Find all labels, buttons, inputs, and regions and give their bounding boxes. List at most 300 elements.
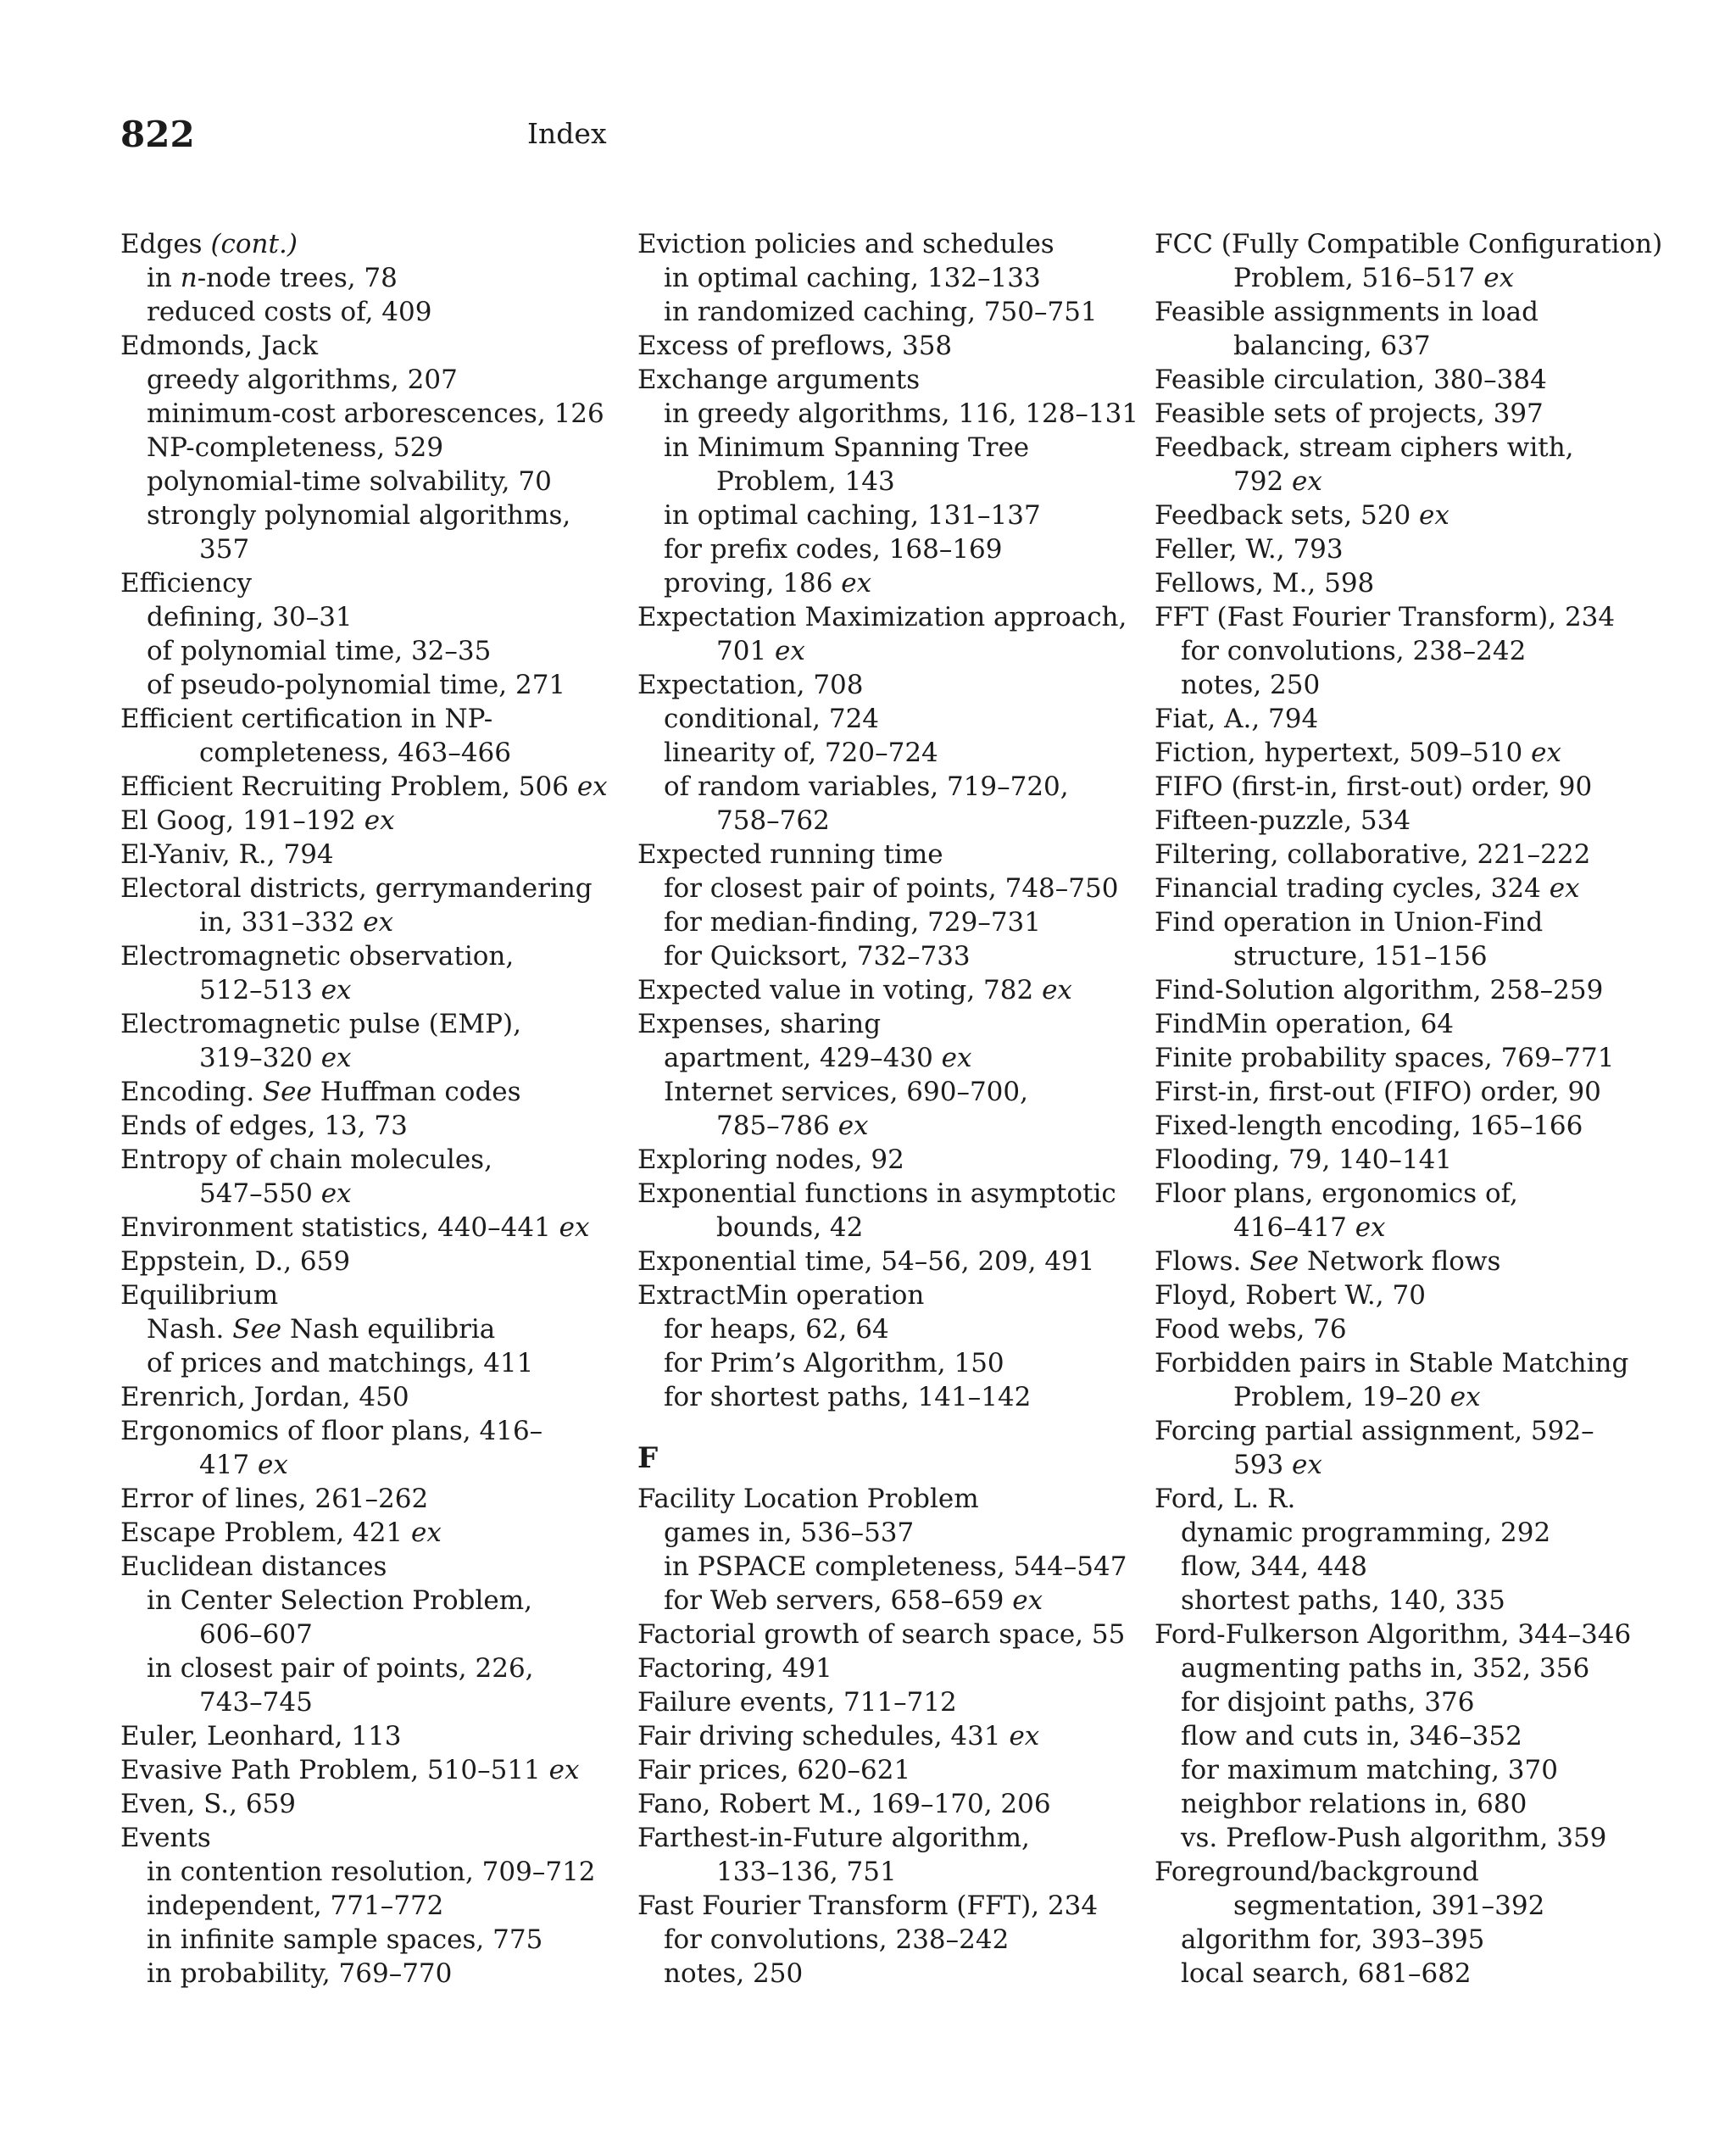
entry-text: notes, 250 [1181,670,1321,700]
index-subentry [120,1346,620,1380]
entry-text: Nash. [147,1314,233,1345]
entry-text: First-in, first-out (FIFO) order, 90 [1155,1077,1601,1107]
index-subentry [637,1516,1138,1550]
index-entry [120,1007,620,1041]
italic-text: ex [1531,738,1561,768]
index-entry [637,1753,1138,1787]
index-entry-continuation [1155,329,1655,363]
italic-text: ex [363,907,394,938]
index-entry [1155,1041,1655,1075]
entry-text: Efficiency [120,568,253,599]
entry-text: minimum-cost arborescences, 126 [147,398,604,429]
index-entry-continuation [120,532,620,566]
entry-text: in closest pair of points, 226, [147,1653,534,1684]
entry-text: Encoding. [120,1077,263,1107]
index-entry [1155,1245,1655,1278]
entry-text: 357 [199,534,250,565]
index-subentry [120,431,620,465]
index-entry [637,1143,1138,1177]
index-subentry [637,397,1138,431]
index-subentry [1155,668,1655,702]
index-entry [120,1516,620,1550]
index-entry-continuation [120,1448,620,1482]
entry-text: Edges [120,229,211,259]
entry-text: Huffman codes [311,1077,521,1107]
entry-text: Feasible sets of projects, 397 [1155,398,1544,429]
entry-text: algorithm for, 393–395 [1181,1924,1485,1955]
italic-text: See [232,1314,282,1345]
index-entry [1155,1177,1655,1211]
entry-text: Forbidden pairs in Stable Matching [1155,1348,1629,1378]
index-subentry [120,634,620,668]
entry-text: 606–607 [199,1619,313,1650]
entry-text: Events [120,1823,211,1853]
index-entry [120,804,620,838]
index-subentry [120,465,620,498]
italic-text: ex [364,805,395,836]
entry-text: Finite probability spaces, 769–771 [1155,1043,1615,1073]
index-entry [120,1482,620,1516]
entry-text: Feasible circulation, 380–384 [1155,365,1547,395]
index-subentry [1155,1821,1655,1855]
index-entry-continuation [120,973,620,1007]
entry-text: segmentation, 391–392 [1233,1891,1545,1921]
entry-text: for convolutions, 238–242 [1181,636,1527,666]
entry-text: augmenting paths in, 352, 356 [1181,1653,1590,1684]
italic-text: ex [576,771,608,802]
entry-text: Euclidean distances [120,1551,387,1582]
entry-text: Fiction, hypertext, 509–510 [1155,738,1532,768]
entry-text: of random variables, 719–720, [664,771,1069,802]
index-subentry [637,566,1138,600]
index-subentry [1155,1719,1655,1753]
italic-text: ex [320,975,352,1005]
entry-text: reduced costs of, 409 [147,297,432,327]
index-subentry [637,736,1138,770]
index-entry [1155,872,1655,905]
section-letter: F [637,1441,659,1475]
entry-text: dynamic programming, 292 [1181,1518,1551,1548]
index-entry [1155,1109,1655,1143]
entry-text: Eviction policies and schedules [637,229,1054,259]
entry-text: polynomial-time solvability, 70 [147,466,552,497]
entry-text: Flooding, 79, 140–141 [1155,1144,1453,1175]
index-subentry [637,1380,1138,1414]
index-subentry [637,770,1138,804]
entry-text: 593 [1233,1450,1293,1480]
entry-text: Foreground/background [1155,1857,1479,1887]
italic-text: See [1249,1246,1299,1277]
entry-text: Electromagnetic pulse (EMP), [120,1009,521,1039]
entry-text: in randomized caching, 750–751 [664,297,1098,327]
entry-text: for shortest paths, 141–142 [664,1382,1032,1412]
entry-text: Feedback sets, 520 [1155,500,1420,531]
entry-text: Feller, W., 793 [1155,534,1344,565]
index-entry [120,1821,620,1855]
italic-text: ex [941,1043,972,1073]
entry-text: of polynomial time, 32–35 [147,636,492,666]
italic-text: ex [841,568,872,599]
entry-text: 792 [1233,466,1293,497]
entry-text: Find operation in Union-Find [1155,907,1544,938]
entry-text: linearity of, 720–724 [664,738,938,768]
index-entry [637,363,1138,397]
index-subentry [1155,1787,1655,1821]
entry-text: vs. Preflow-Push algorithm, 359 [1181,1823,1607,1853]
index-subentry [637,532,1138,566]
entry-text: local search, 681–682 [1181,1958,1472,1989]
entry-text: Failure events, 711–712 [637,1687,957,1718]
page-number: 822 [120,114,195,155]
index-subentry [120,1651,620,1685]
index-entry [1155,1414,1655,1448]
entry-text: Fifteen-puzzle, 534 [1155,805,1411,836]
index-entry [120,1787,620,1821]
entry-text: in Center Selection Problem, [147,1585,532,1616]
index-entry [637,1889,1138,1923]
entry-text: 785–786 [716,1111,838,1141]
entry-text: NP-completeness, 529 [147,432,444,463]
index-entry [637,1651,1138,1685]
entry-text: games in, 536–537 [664,1518,915,1548]
entry-text: for median-finding, 729–731 [664,907,1041,938]
index-entry-continuation [120,1041,620,1075]
index-entry [1155,566,1655,600]
index-column-2 [637,227,1138,1991]
index-entry-continuation [637,1211,1138,1245]
index-entry [1155,600,1655,634]
index-column-1 [120,227,620,1991]
entry-text: Problem, 19–20 [1233,1382,1450,1412]
index-entry-continuation [1155,1211,1655,1245]
index-entry [1155,1312,1655,1346]
index-entry [637,1719,1138,1753]
entry-text: Electoral districts, gerrymandering [120,873,593,904]
index-subentry [1155,1550,1655,1584]
index-entry [637,1821,1138,1855]
entry-text: neighbor relations in, 680 [1181,1789,1527,1819]
entry-text: Factoring, 491 [637,1653,832,1684]
entry-text: Edmonds, Jack [120,331,319,361]
entry-text: Expectation Maximization approach, [637,602,1127,632]
entry-text: Ford-Fulkerson Algorithm, 344–346 [1155,1619,1632,1650]
index-entry [1155,838,1655,872]
entry-text: flow, 344, 448 [1181,1551,1367,1582]
entry-text: Evasive Path Problem, 510–511 [120,1755,549,1785]
entry-text: in greedy algorithms, 116, 128–131 [664,398,1139,429]
entry-text: greedy algorithms, 207 [147,365,458,395]
entry-text: in infinite sample spaces, 775 [147,1924,543,1955]
index-entry [637,1177,1138,1211]
entry-text: Internet services, 690–700, [664,1077,1028,1107]
index-entry [1155,702,1655,736]
entry-text: FindMin operation, 64 [1155,1009,1455,1039]
index-entry [1155,905,1655,939]
entry-text: Expectation, 708 [637,670,864,700]
index-subentry [637,905,1138,939]
entry-text: FFT (Fast Fourier Transform), 234 [1155,602,1616,632]
index-subentry [637,1041,1138,1075]
entry-text: Environment statistics, 440–441 [120,1212,559,1243]
entry-text: Equilibrium [120,1280,279,1311]
entry-text: Fano, Robert M., 169–170, 206 [637,1789,1051,1819]
italic-text: ex [411,1518,442,1548]
index-entry-continuation [1155,465,1655,498]
index-entry [637,1618,1138,1651]
index-entry [637,668,1138,702]
entry-text: Forcing partial assignment, 592– [1155,1416,1594,1446]
index-entry [1155,295,1655,329]
entry-text: Expenses, sharing [637,1009,882,1039]
index-entry-continuation [1155,1380,1655,1414]
index-subentry [120,363,620,397]
index-subentry [120,600,620,634]
index-entry-continuation [120,1618,620,1651]
index-subentry [120,1584,620,1618]
entry-text: for Quicksort, 732–733 [664,941,971,972]
entry-text: Problem, 143 [716,466,895,497]
index-subentry [120,1923,620,1957]
entry-text: FIFO (first-in, first-out) order, 90 [1155,771,1593,802]
entry-text: 417 [199,1450,259,1480]
entry-text: El Goog, 191–192 [120,805,364,836]
entry-text: Financial trading cycles, 324 [1155,873,1550,904]
entry-text: Euler, Leonhard, 113 [120,1721,402,1751]
entry-text: Find-Solution algorithm, 258–259 [1155,975,1604,1005]
italic-text: ex [320,1043,352,1073]
entry-text: defining, 30–31 [147,602,353,632]
entry-text: Efficient certification in NP- [120,704,493,734]
italic-text: ex [775,636,805,666]
index-entry-continuation [1155,1448,1655,1482]
italic-text: ex [1292,466,1322,497]
entry-text: Floor plans, ergonomics of, [1155,1178,1518,1209]
entry-text: Fair prices, 620–621 [637,1755,911,1785]
entry-text: El-Yaniv, R., 794 [120,839,334,870]
index-entry-continuation [1155,1889,1655,1923]
index-subentry [637,1346,1138,1380]
index-subentry [1155,1957,1655,1991]
entry-text: Erenrich, Jordan, 450 [120,1382,409,1412]
index-subentry [637,431,1138,465]
index-entry [1155,363,1655,397]
italic-text: ex [559,1212,590,1243]
entry-text: Nash equilibria [281,1314,496,1345]
page-header [0,110,1736,178]
index-subentry [1155,1516,1655,1550]
index-entry-continuation [120,905,620,939]
entry-text: in, 331–332 [199,907,364,938]
index-subentry [120,1957,620,1991]
entry-text: for disjoint paths, 376 [1181,1687,1475,1718]
entry-text: apartment, 429–430 [664,1043,942,1073]
entry-text: structure, 151–156 [1233,941,1488,972]
index-subentry [120,498,620,532]
entry-text: Fast Fourier Transform (FFT), 234 [637,1891,1099,1921]
index-entry [637,1278,1138,1312]
index-entry [1155,804,1655,838]
entry-text: Exponential functions in asymptotic [637,1178,1116,1209]
index-entry-continuation [120,1177,620,1211]
index-entry [637,600,1138,634]
index-entry [120,1109,620,1143]
italic-text: ex [1549,873,1580,904]
index-entry [637,1685,1138,1719]
index-subentry [637,1584,1138,1618]
entry-text: Entropy of chain molecules, [120,1144,492,1175]
index-subentry [1155,1685,1655,1719]
index-subentry [637,1550,1138,1584]
entry-text: Fiat, A., 794 [1155,704,1319,734]
entry-text: Feedback, stream ciphers with, [1155,432,1574,463]
index-entry [1155,397,1655,431]
index-entry [1155,1143,1655,1177]
entry-text: Facility Location Problem [637,1484,979,1514]
entry-text: Factorial growth of search space, 55 [637,1619,1126,1650]
entry-text: Error of lines, 261–262 [120,1484,429,1514]
entry-text: Exponential time, 54–56, 209, 491 [637,1246,1095,1277]
entry-text: Feasible assignments in load [1155,297,1539,327]
index-entry [120,1143,620,1177]
entry-text: 758–762 [716,805,830,836]
entry-text: Fixed-length encoding, 165–166 [1155,1111,1583,1141]
index-entry-continuation [1155,939,1655,973]
index-entry-continuation [637,1109,1138,1143]
entry-text: Ford, L. R. [1155,1484,1296,1514]
index-subentry [637,261,1138,295]
italic-text: ex [1355,1212,1386,1243]
entry-text: in optimal caching, 131–137 [664,500,1041,531]
index-entry [120,566,620,600]
italic-text: ex [320,1178,352,1209]
entry-text: Food webs, 76 [1155,1314,1347,1345]
entry-text: flow and cuts in, 346–352 [1181,1721,1522,1751]
index-subentry [1155,1753,1655,1787]
italic-text: See [262,1077,312,1107]
entry-text: 547–550 [199,1178,321,1209]
index-subentry [1155,1651,1655,1685]
entry-text: independent, 771–772 [147,1891,444,1921]
entry-text: shortest paths, 140, 335 [1181,1585,1505,1616]
entry-text: 416–417 [1233,1212,1355,1243]
index-subentry [120,295,620,329]
index-entry [637,1007,1138,1041]
entry-text: strongly polynomial algorithms, [147,500,571,531]
entry-text: FCC (Fully Compatible Configuration) [1155,229,1663,259]
entry-text: in probability, 769–770 [147,1958,453,1989]
index-entry [120,329,620,363]
index-subentry [637,872,1138,905]
index-entry-continuation [120,1685,620,1719]
entry-text: -node trees, 78 [197,263,398,293]
index-entry [120,838,620,872]
index-entry [120,1753,620,1787]
italic-text: ex [258,1450,288,1480]
index-entry [637,1245,1138,1278]
index-entry [120,1245,620,1278]
entry-text: Floyd, Robert W., 70 [1155,1280,1426,1311]
entry-text: for closest pair of points, 748–750 [664,873,1119,904]
index-entry-continuation [637,1855,1138,1889]
index-entry [1155,227,1663,261]
entry-text: 701 [716,636,776,666]
index-entry-continuation [637,465,1138,498]
index-subentry [637,295,1138,329]
entry-text: completeness, 463–466 [199,738,512,768]
index-subentry [1155,1923,1655,1957]
entry-text: 512–513 [199,975,321,1005]
entry-text: Exploring nodes, 92 [637,1144,904,1175]
index-entry [1155,498,1655,532]
italic-text: ex [1419,500,1449,531]
index-entry [120,1211,620,1245]
entry-text: Exchange arguments [637,365,921,395]
entry-text: Ergonomics of floor plans, 416– [120,1416,543,1446]
italic-text: ex [548,1755,580,1785]
entry-text: Excess of preflows, 358 [637,331,953,361]
entry-text: Filtering, collaborative, 221–222 [1155,839,1591,870]
index-entry [1155,973,1655,1007]
index-subentry [1155,1584,1655,1618]
entry-text: in [147,263,181,293]
italic-text: ex [1042,975,1072,1005]
entry-text: Expected value in voting, 782 [637,975,1043,1005]
index-entry [120,770,620,804]
italic-text: ex [1449,1382,1481,1412]
entry-text: in Minimum Spanning Tree [664,432,1030,463]
index-subentry [637,1312,1138,1346]
index-entry [120,1719,620,1753]
entry-text: Fair driving schedules, 431 [637,1721,1010,1751]
index-entry-continuation [637,804,1138,838]
entry-text: Flows. [1155,1246,1250,1277]
index-subentry [637,1957,1138,1991]
index-subentry [637,939,1138,973]
index-subentry [637,702,1138,736]
index-entry [120,1380,620,1414]
italic-text: ex [1012,1585,1043,1616]
index-entry-continuation [637,634,1138,668]
italic-text: ex [1483,263,1515,293]
index-subentry [637,1075,1138,1109]
entry-text: Escape Problem, 421 [120,1518,411,1548]
index-entry [637,838,1138,872]
entry-text: Fellows, M., 598 [1155,568,1375,599]
index-entry [1155,1075,1655,1109]
index-subentry [120,261,620,295]
entry-text: for Prim’s Algorithm, 150 [664,1348,1004,1378]
index-entry [637,1482,1138,1516]
index-entry [120,1550,620,1584]
entry-text: balancing, 637 [1233,331,1431,361]
index-entry [637,227,1138,261]
index-entry [120,1278,620,1312]
entry-text: Network flows [1299,1246,1501,1277]
index-entry [120,939,620,973]
index-entry [1155,1482,1655,1516]
index-entry [120,872,620,905]
entry-text: for maximum matching, 370 [1181,1755,1558,1785]
entry-text: in optimal caching, 132–133 [664,263,1041,293]
entry-text: Electromagnetic observation, [120,941,515,972]
entry-text: bounds, 42 [716,1212,864,1243]
italic-text: n [180,263,198,293]
italic-text: ex [837,1111,869,1141]
entry-text: in PSPACE completeness, 544–547 [664,1551,1127,1582]
index-subentry [637,498,1138,532]
index-entry-continuation [1155,261,1655,295]
entry-text: 319–320 [199,1043,321,1073]
